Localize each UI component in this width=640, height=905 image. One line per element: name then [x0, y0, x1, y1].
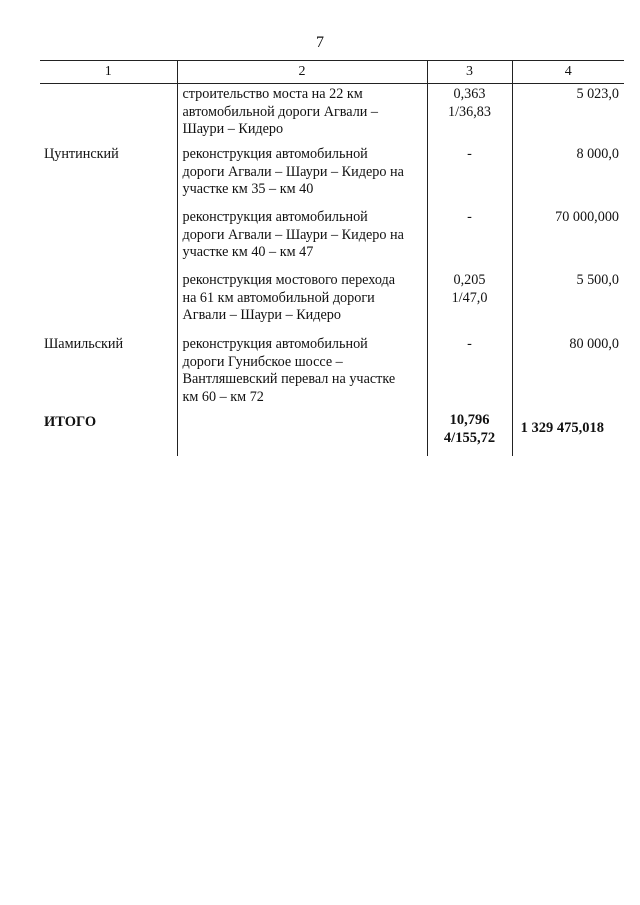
district-cell [40, 207, 177, 270]
length-value: 1/47,0 [451, 289, 488, 306]
column-header-4: 4 [512, 61, 624, 84]
district-cell: Цунтинский [44, 146, 119, 162]
total-amount: 1 329 475,018 [512, 410, 624, 456]
district-cell: Шамильский [44, 336, 124, 352]
description-line: участке км 35 – км 40 [182, 181, 314, 197]
total-row [40, 410, 624, 456]
total-description-cell [177, 410, 427, 456]
description-cell [177, 84, 427, 145]
description-line: дороги Агвали – Шаури – Кидеро на [182, 226, 404, 243]
length-cell [427, 84, 512, 145]
description-line: дороги Агвали – Шаури – Кидеро на [182, 163, 404, 180]
length-cell [427, 144, 512, 207]
length-value: - [467, 336, 472, 352]
table-row [40, 84, 624, 145]
length-value: 0,205 [453, 272, 486, 288]
table-row [40, 334, 624, 410]
description-line: Шаури – Кидеро [182, 121, 284, 137]
data-table [40, 60, 624, 456]
total-length-value: 10,796 [449, 412, 490, 428]
description-cell [177, 334, 427, 410]
length-value: - [467, 209, 472, 225]
amount-cell: 5 500,0 [512, 270, 624, 334]
total-label: ИТОГО [44, 414, 97, 430]
description-line: реконструкция автомобильной [182, 146, 368, 162]
column-header-2: 2 [177, 61, 427, 84]
district-cell [40, 84, 177, 145]
description-line: участке км 40 – км 47 [182, 244, 314, 260]
column-header-1: 1 [40, 61, 177, 84]
page-number: 7 [316, 34, 324, 51]
length-cell [427, 207, 512, 270]
total-length-value: 4/155,72 [443, 429, 496, 446]
total-length-cell [427, 410, 512, 456]
description-cell [177, 207, 427, 270]
district-cell [40, 270, 177, 334]
amount-cell: 70 000,000 [512, 207, 624, 270]
description-line: автомобильной дороги Агвали – [182, 103, 379, 120]
length-value: - [467, 146, 472, 162]
column-header-3: 3 [427, 61, 512, 84]
description-line: Вантляшевский перевал на участке [182, 371, 396, 387]
table-row [40, 144, 624, 207]
length-value: 1/36,83 [448, 103, 491, 120]
description-line: Агвали – Шаури – Кидеро [182, 307, 341, 323]
description-cell [177, 144, 427, 207]
description-line: реконструкция автомобильной [182, 336, 368, 352]
length-cell [427, 334, 512, 410]
table-row [40, 270, 624, 334]
amount-cell: 80 000,0 [512, 334, 624, 410]
amount-cell: 8 000,0 [512, 144, 624, 207]
header-row [40, 61, 624, 84]
description-line: на 61 км автомобильной дороги [182, 289, 375, 306]
amount-cell: 5 023,0 [512, 84, 624, 145]
description-line: дороги Гунибское шоссе – [182, 353, 343, 370]
description-cell [177, 270, 427, 334]
description-line: строительство моста на 22 км [182, 86, 363, 102]
description-line: км 60 – км 72 [182, 388, 264, 405]
description-line: реконструкция автомобильной [182, 209, 368, 225]
length-cell [427, 270, 512, 334]
table-row [40, 207, 624, 270]
description-line: реконструкция мостового перехода [182, 272, 396, 288]
length-value: 0,363 [453, 86, 486, 102]
